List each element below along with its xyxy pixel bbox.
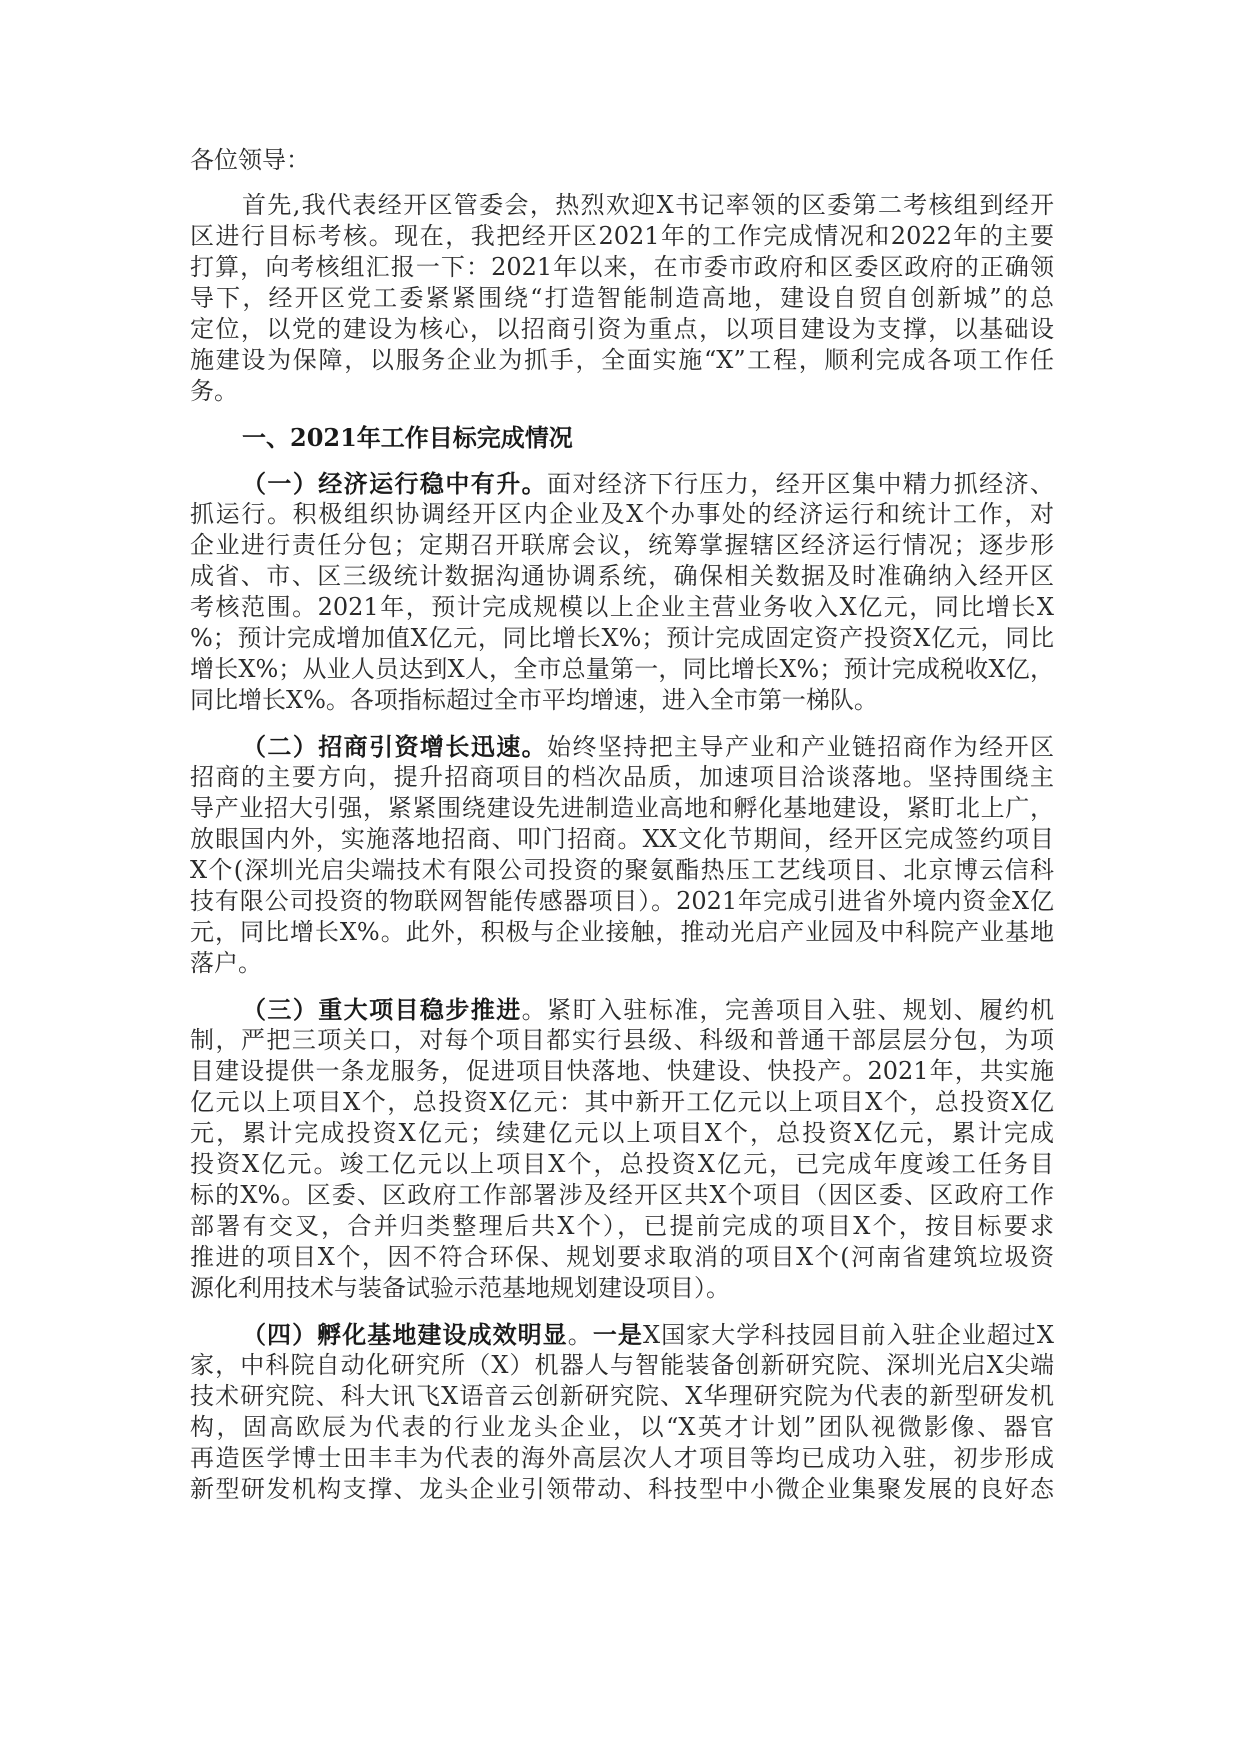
item2-line: X个(深圳光启尖端技术有限公司投资的聚氨酯热压工艺线项目、北京博云信科 — [190, 856, 1054, 884]
intro-line: 导下，经开区党工委紧紧围绕“打造智能制造高地，建设自贸自创新城”的总 — [190, 284, 1054, 312]
intro-line: 区进行目标考核。现在，我把经开区2021年的工作完成情况和2022年的主要 — [190, 222, 1054, 250]
item3-first-line — [242, 994, 1054, 1025]
item2-line: 元，同比增长X%。此外，积极与企业接触，推动光启产业园及中科院产业基地 — [190, 918, 1054, 946]
item4-line: 构，固高欧辰为代表的行业龙头企业，以“X英才计划”团队视微影像、器官 — [190, 1413, 1054, 1441]
item4-line: 再造医学博士田丰丰为代表的海外高层次人才项目等均已成功入驻，初步形成 — [190, 1444, 1054, 1472]
item2-line: 招商的主要方向，提升招商项目的档次品质，加速项目洽谈落地。坚持围绕主 — [190, 763, 1054, 791]
item3-line: 标的X%。区委、区政府工作部署涉及经开区共X个项目（因区委、区政府工作 — [190, 1181, 1054, 1209]
item2-line: 技有限公司投资的物联网智能传感器项目）。2021年完成引进省外境内资金X亿 — [190, 887, 1054, 915]
item3-line: 部署有交叉，合并归类整理后共X个），已提前完成的项目X个，按目标要求 — [190, 1212, 1054, 1240]
item3-line: 亿元以上项目X个，总投资X亿元：其中新开工亿元以上项目X个，总投资X亿 — [190, 1088, 1054, 1116]
item1-line: 增长X%；从业人员达到X人，全市总量第一，同比增长X%；预计完成税收X亿， — [190, 655, 1054, 683]
intro-line: 首先,我代表经开区管委会，热烈欢迎X书记率领的区委第二考核组到经开 — [242, 191, 1054, 219]
item2-line: 落户。 — [190, 949, 262, 977]
item2-first-line — [242, 731, 1054, 762]
item2-line: 放眼国内外，实施落地招商、叩门招商。XX文化节期间，经开区完成签约项目 — [190, 825, 1054, 853]
item1-line: 同比增长X%。各项指标超过全市平均增速，进入全市第一梯队。 — [190, 686, 878, 714]
item1-line: %；预计完成增加值X亿元，同比增长X%；预计完成固定资产投资X亿元，同比 — [190, 624, 1054, 652]
item4-line: 新型研发机构支撑、龙头企业引领带动、科技型中小微企业集聚发展的良好态 — [190, 1475, 1054, 1503]
section-heading: 一、2021年工作目标完成情况 — [242, 423, 573, 452]
item1-line: 成省、市、区三级统计数据沟通协调系统，确保相关数据及时准确纳入经开区 — [190, 562, 1054, 590]
item3-line: 投资X亿元。竣工亿元以上项目X个，总投资X亿元，已完成年度竣工任务目 — [190, 1150, 1054, 1178]
intro-line: 务。 — [190, 377, 238, 405]
item1-first-line — [242, 468, 1054, 499]
intro-line: 打算，向考核组汇报一下：2021年以来，在市委市政府和区委区政府的正确领 — [190, 253, 1054, 281]
item3-line: 元，累计完成投资X亿元；续建亿元以上项目X个，总投资X亿元，累计完成 — [190, 1119, 1054, 1147]
item3-first-line-text: 。紧盯入驻标准，完善项目入驻、规划、履约机 — [521, 996, 1055, 1024]
item4-line: 家，中科院自动化研究所（X）机器人与智能装备创新研究院、深圳光启X尖端 — [190, 1351, 1054, 1379]
item1-line: 抓运行。积极组织协调经开区内企业及X个办事处的经济运行和统计工作，对 — [190, 500, 1054, 528]
salutation: 各位领导： — [190, 146, 310, 174]
item1-line: 企业进行责任分包；定期召开联席会议，统筹掌握辖区经济运行情况；逐步形 — [190, 531, 1054, 559]
item3-line: 源化利用技术与装备试验示范基地规划建设项目）。 — [190, 1274, 730, 1302]
item1-line: 考核范围。2021年，预计完成规模以上企业主营业务收入X亿元，同比增长X — [190, 593, 1054, 621]
item4-line: 技术研究院、科大讯飞X语音云创新研究院、X华理研究院为代表的新型研发机 — [190, 1382, 1054, 1410]
item3-line: 推进的项目X个，因不符合环保、规划要求取消的项目X个(河南省建筑垃圾资 — [190, 1243, 1054, 1271]
item4-title: （四）孵化基地建设成效明显 — [242, 1320, 568, 1349]
item4-title-period: 。 — [567, 1321, 593, 1349]
intro-line: 定位，以党的建设为核心，以招商引资为重点，以项目建设为支撑，以基础设 — [190, 315, 1054, 343]
item3-line: 制，严把三项关口，对每个项目都实行县级、科级和普通干部层层分包，为项 — [190, 1026, 1054, 1054]
item3-line: 目建设提供一条龙服务，促进项目快落地、快建设、快投产。2021年，共实施 — [190, 1057, 1054, 1085]
item4-lead: 一是 — [592, 1320, 643, 1349]
item2-first-line-text: 始终坚持把主导产业和产业链招商作为经开区 — [547, 733, 1054, 761]
intro-line: 施建设为保障，以服务企业为抓手，全面实施“X”工程，顺利完成各项工作任 — [190, 346, 1054, 374]
item1-title: （一）经济运行稳中有升。 — [242, 469, 548, 498]
item3-title: （三）重大项目稳步推进 — [242, 995, 522, 1024]
item1-first-line-text: 面对经济下行压力，经开区集中精力抓经济、 — [547, 470, 1054, 498]
item2-title: （二）招商引资增长迅速。 — [242, 732, 548, 761]
item4-first-line — [242, 1319, 1054, 1350]
item4-first-line-text: X国家大学科技园目前入驻企业超过X — [642, 1321, 1055, 1349]
item2-line: 导产业招大引强，紧紧围绕建设先进制造业高地和孵化基地建设，紧盯北上广， — [190, 794, 1054, 822]
